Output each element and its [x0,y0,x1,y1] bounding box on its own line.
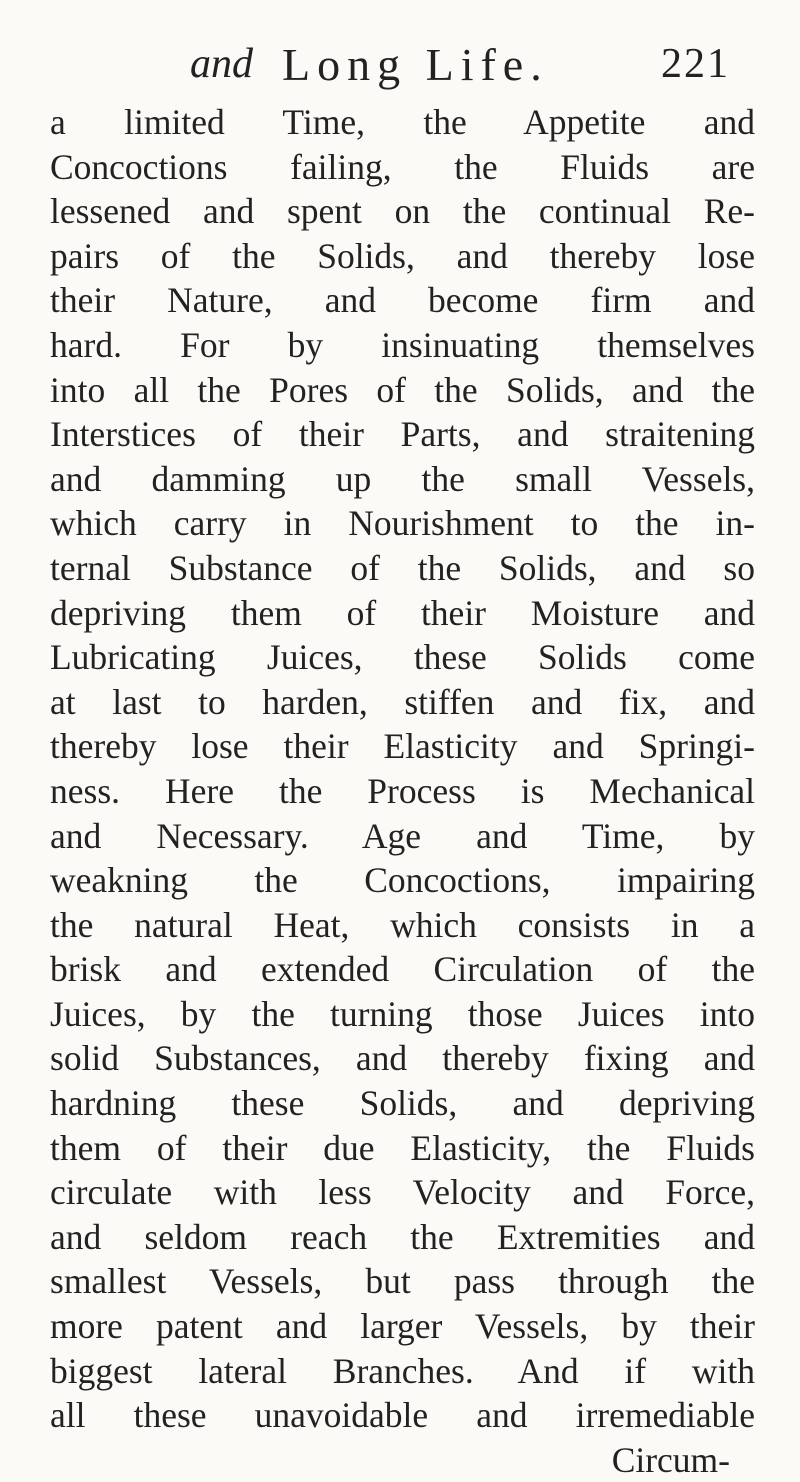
text-line: which carry in Nourishment to the in- [50,503,755,544]
text-line: and seldom reach the Extremities and [50,1216,755,1257]
body-text [50,100,755,1482]
page-number: 221 [661,41,730,87]
text-line: a limited Time, the Appetite and [50,102,755,142]
text-line: Lubricating Juices, these Solids come [50,637,755,678]
text-line: Concoctions failing, the Fluids are [50,146,755,187]
text-line: more patent and larger Vessels, by their [50,1306,755,1347]
text-line: lessened and spent on the continual Re- [50,191,755,232]
text-line: depriving them of their Moisture and [50,592,755,633]
running-head-title: Long Life. [282,39,549,90]
text-line: thereby lose their Elasticity and Springi- [50,726,755,767]
text-line: pairs of the Solids, and thereby lose [50,235,755,276]
text-line: smallest Vessels, but pass through the [50,1261,755,1302]
text-line: hardning these Solids, and depriving [50,1083,755,1124]
text-line: ternal Substance of the Solids, and so [50,547,755,588]
text-line: brisk and extended Circulation of the [50,949,755,990]
text-line: all these unavoidable and irremediable [50,1395,755,1436]
text-line: and damming up the small Vessels, [50,458,755,499]
text-line: the natural Heat, which consists in a [50,904,755,945]
running-head [190,38,730,88]
text-line: them of their due Elasticity, the Fluids [50,1127,755,1168]
running-head-conjunction: and [190,41,253,87]
text-line: Interstices of their Parts, and straitening [50,414,755,455]
text-line: circulate with less Velocity and Force, [50,1172,755,1213]
text-line: and Necessary. Age and Time, by [50,815,755,856]
text-line: their Nature, and become firm and [50,280,755,321]
text-line: into all the Pores of the Solids, and the [50,369,755,410]
text-line: Juices, by the turning those Juices into [50,993,755,1034]
text-line: at last to harden, stiffen and fix, and [50,681,755,722]
text-line: solid Substances, and thereby fixing and [50,1038,755,1079]
text-line: biggest lateral Branches. And if with [50,1350,755,1391]
text-line: hard. For by insinuating themselves [50,324,755,365]
text-line: ness. Here the Process is Mechanical [50,770,755,811]
text-line: weakning the Concoctions, impairing [50,860,755,901]
catchword: Circum- [611,1439,730,1480]
